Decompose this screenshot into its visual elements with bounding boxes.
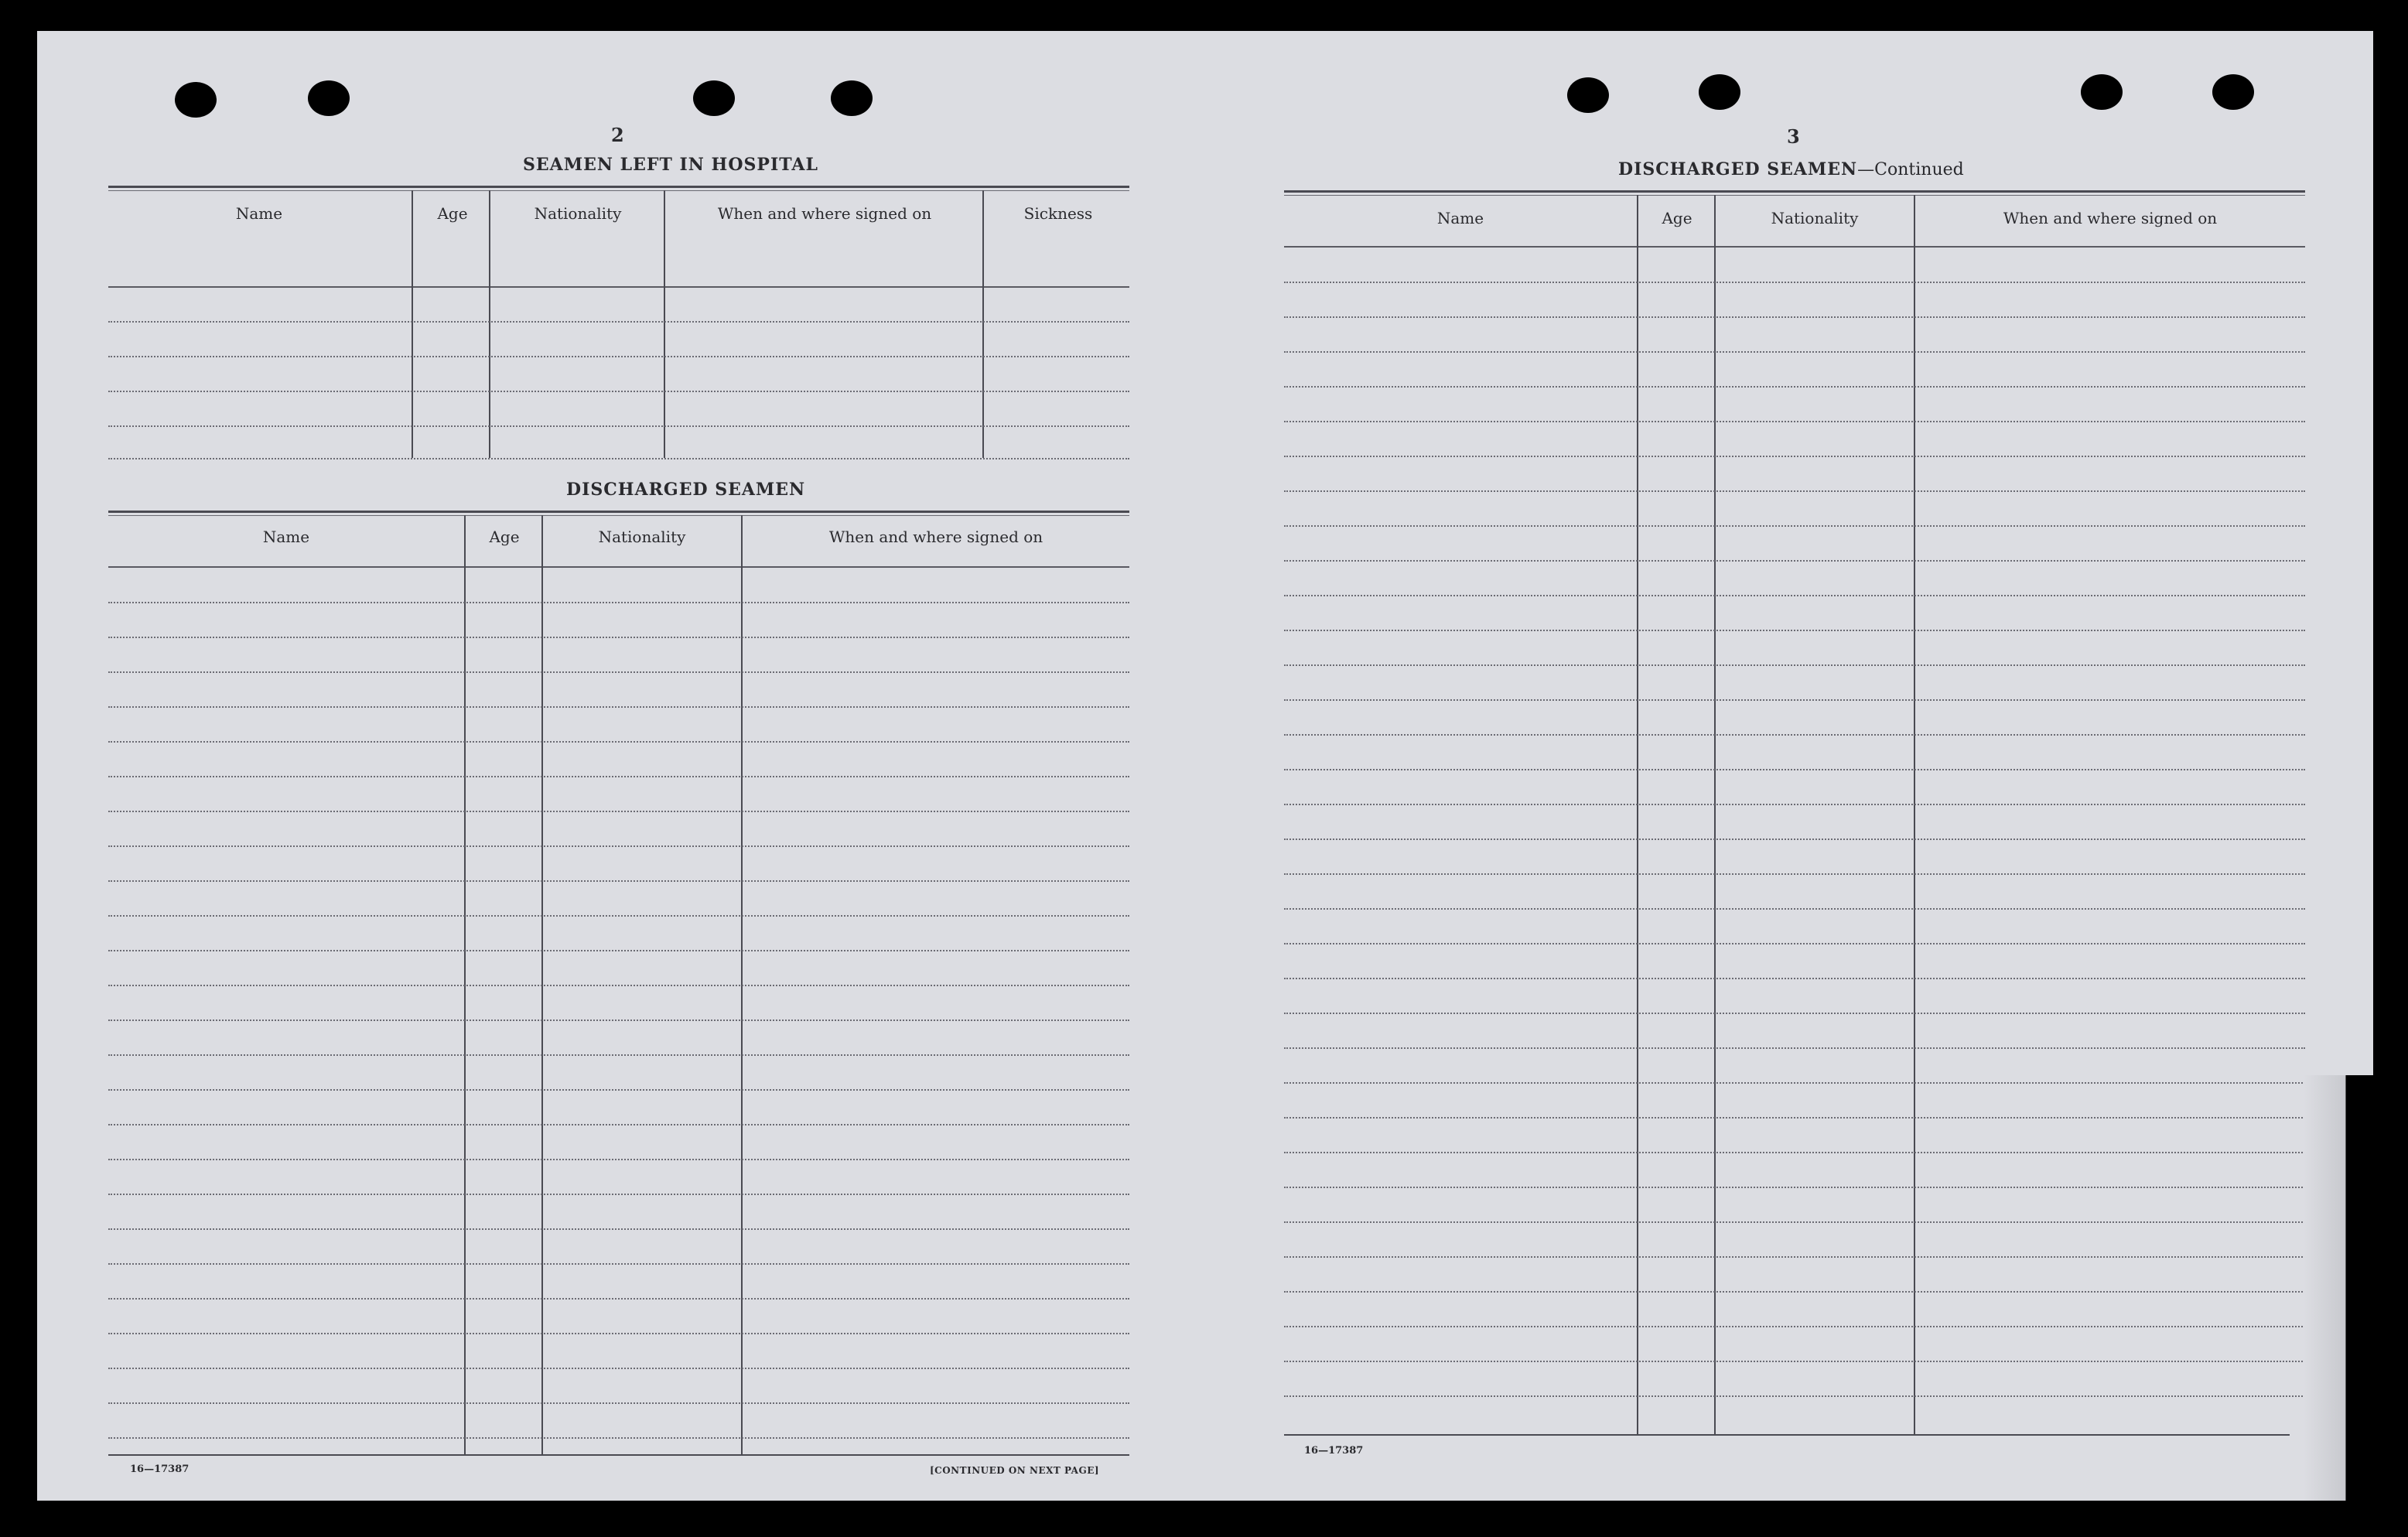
- entry-row: [1284, 1361, 2305, 1362]
- column-divider: [1714, 195, 1716, 1434]
- entry-row: [1284, 456, 2305, 457]
- column-header-name: Name: [1436, 209, 1484, 227]
- form-code: 16—17387: [130, 1464, 190, 1475]
- left-page: [108, 77, 1176, 1476]
- column-header-name: Name: [235, 204, 283, 223]
- column-header-nationality: Nationality: [1771, 209, 1859, 227]
- entry-row: [108, 880, 1129, 882]
- column-divider: [982, 190, 984, 458]
- entry-row: [1284, 978, 2305, 979]
- table-top-rule: [108, 515, 1129, 516]
- table-bottom-rule: [1284, 1434, 2290, 1436]
- entry-row: [108, 1263, 1129, 1265]
- entry-row: [1284, 804, 2305, 805]
- entry-row: [108, 776, 1129, 777]
- entry-row: [1284, 1326, 2305, 1327]
- column-header-signed-on: When and where signed on: [2003, 209, 2218, 227]
- page-curl-shadow: [2304, 1075, 2373, 1501]
- column-divider: [1637, 195, 1638, 1434]
- entry-row: [1284, 1395, 2305, 1397]
- discharged-continued-section-title: [1618, 159, 1964, 179]
- table-top-rule: [108, 190, 1129, 191]
- column-divider: [1914, 195, 1915, 1434]
- entry-row: [108, 950, 1129, 951]
- entry-row: [108, 706, 1129, 708]
- entry-row: [108, 1437, 1129, 1439]
- entry-row: [1284, 1117, 2305, 1119]
- column-header-age: Age: [1662, 209, 1692, 227]
- entry-row: [1284, 630, 2305, 631]
- entry-row: [108, 915, 1129, 917]
- header-rule: [108, 286, 1129, 288]
- document-paper: [37, 31, 2373, 1501]
- discharged-table: [108, 511, 1129, 1470]
- entry-row: [108, 458, 1129, 459]
- entry-row: [1284, 734, 2305, 736]
- page-number: 3: [1787, 125, 1800, 148]
- column-header-name: Name: [262, 528, 310, 546]
- entry-row: [1284, 1082, 2305, 1084]
- section-title-text: DISCHARGED SEAMEN: [1618, 159, 1858, 179]
- header-rule: [108, 566, 1129, 568]
- column-header-signed-on: When and where signed on: [717, 204, 932, 223]
- entry-row: [108, 811, 1129, 812]
- entry-row: [1284, 1047, 2305, 1049]
- entry-row: [108, 1194, 1129, 1195]
- entry-row: [1284, 1291, 2305, 1293]
- column-header-nationality: Nationality: [598, 528, 686, 546]
- form-code: 16—17387: [1304, 1445, 1364, 1457]
- entry-row: [1284, 1256, 2305, 1258]
- entry-row: [1284, 1152, 2305, 1153]
- discharged-section-title: DISCHARGED SEAMEN: [566, 480, 806, 500]
- right-page: [1284, 77, 2352, 1470]
- entry-row: [1284, 769, 2305, 770]
- column-header-signed-on: When and where signed on: [828, 528, 1043, 546]
- entry-row: [1284, 1013, 2305, 1014]
- column-header-nationality: Nationality: [534, 204, 622, 223]
- continued-label: —Continued: [1857, 160, 1964, 179]
- entry-row: [108, 391, 1129, 392]
- entry-row: [1284, 595, 2305, 596]
- table-top-rule: [1284, 190, 2305, 193]
- table-top-rule: [108, 186, 1129, 188]
- entry-row: [108, 741, 1129, 743]
- entry-row: [1284, 664, 2305, 666]
- header-rule: [1284, 246, 2305, 248]
- entry-row: [108, 1020, 1129, 1021]
- entry-row: [1284, 699, 2305, 701]
- entry-row: [108, 985, 1129, 986]
- entry-row: [1284, 282, 2305, 283]
- table-bottom-rule: [108, 1454, 1129, 1456]
- entry-row: [1284, 908, 2305, 910]
- entry-row: [1284, 1221, 2305, 1223]
- discharged-continued-table: [1284, 190, 2305, 1459]
- table-top-rule: [1284, 195, 2305, 196]
- entry-row: [108, 1368, 1129, 1369]
- hospital-table: [108, 186, 1129, 472]
- entry-row: [1284, 873, 2305, 875]
- entry-row: [108, 1228, 1129, 1230]
- entry-row: [108, 1089, 1129, 1091]
- entry-row: [108, 356, 1129, 357]
- entry-row: [1284, 421, 2305, 422]
- page-number: 2: [611, 124, 624, 146]
- entry-row: [1284, 560, 2305, 562]
- entry-row: [108, 1054, 1129, 1056]
- column-header-sickness: Sickness: [1023, 204, 1093, 223]
- entry-row: [108, 1124, 1129, 1125]
- entry-row: [1284, 386, 2305, 388]
- entry-row: [108, 1159, 1129, 1160]
- entry-row: [108, 602, 1129, 603]
- entry-row: [108, 1402, 1129, 1404]
- column-divider: [664, 190, 665, 458]
- column-divider: [412, 190, 413, 458]
- entry-row: [108, 1298, 1129, 1300]
- entry-row: [108, 671, 1129, 673]
- entry-row: [108, 845, 1129, 847]
- entry-row: [1284, 525, 2305, 527]
- column-header-age: Age: [437, 204, 468, 223]
- entry-row: [1284, 839, 2305, 840]
- entry-row: [1284, 943, 2305, 944]
- column-divider: [489, 190, 490, 458]
- entry-row: [1284, 351, 2305, 353]
- hospital-section-title: SEAMEN LEFT IN HOSPITAL: [523, 155, 818, 175]
- table-top-rule: [108, 511, 1129, 513]
- entry-row: [108, 637, 1129, 638]
- entry-row: [1284, 1187, 2305, 1188]
- entry-row: [1284, 316, 2305, 318]
- column-header-age: Age: [489, 528, 520, 546]
- entry-row: [108, 1333, 1129, 1334]
- entry-row: [108, 425, 1129, 427]
- entry-row: [108, 321, 1129, 323]
- continued-note: [CONTINUED ON NEXT PAGE]: [930, 1465, 1100, 1476]
- entry-row: [1284, 490, 2305, 492]
